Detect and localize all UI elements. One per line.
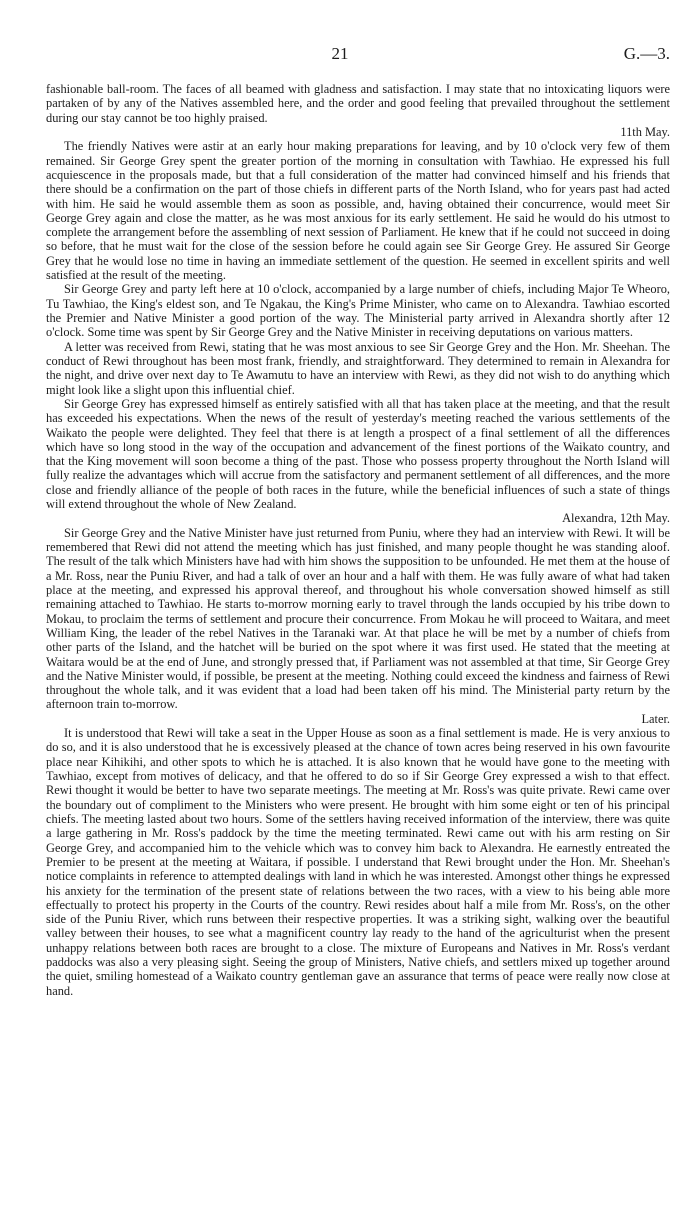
- dateline-11th-may: 11th May.: [620, 124, 670, 139]
- paragraph-puniu-interview: Sir George Grey and the Native Minister have just returned from Puniu, where they had an interview with Rewi. It will be remembered that Rewi did not attend the meeting which has just finished, and many people thought he was standing aloof. The result of the talk which Ministers have had with him shows the supposition to be unfounded. He met them at the house of a Mr. Ross, near the Puniu River, and had a talk of over an hour and a half with them. He was fully aware of what had taken place at the meeting, and expressed his approval thereof, and throughout his whole conversation showed himself as still remaining attached to Tawhiao. He starts to-morrow morning early to travel through the lands occupied by his tribe down to Mokau, to proclaim the terms of settlement and procure their concurrence. From Mokau he will proceed to Waitara, and meet William King, the leader of the rebel Natives in the Taranaki war. At that place he will be met by a number of chiefs from other parts of the Island, and the hatchet will be buried on the spot where it was first used. He stated that the meeting at Waitara would be at the end of June, and strongly pressed that, if Parliament was not assembled at that time, Sir George Grey and the Native Minister would, if possible, be present at the meeting. Nothing could exceed the kindness and fairness of Rewi throughout the whole talk, and it was evident that a load had been taken off his mind. The Ministerial party return by the afternoon train to-morrow.: [46, 525, 670, 712]
- page-header: [0, 44, 700, 68]
- paragraph-party-left: Sir George Grey and party left here at 10 o'clock, accompanied by a large number of chiefs, including Major Te Wheoro, Tu Tawhiao, the King's eldest son, and Te Ngakau, the King's Prime Minister, who came on to Alexandra. Tawhiao escorted the Premier and Native Minister a good portion of the way. The Ministerial party arrived in Alexandra shortly after 12 o'clock. Some time was spent by Sir George Grey and the Native Minister in receiving deputations on various matters.: [46, 282, 670, 340]
- dateline-alexandra-12th-may: Alexandra, 12th May.: [562, 511, 670, 526]
- dateline-later: Later.: [641, 711, 670, 726]
- page-number: 21: [331, 44, 349, 63]
- paragraph-ball-room: fashionable ball-room. The faces of all beamed with gladness and satisfaction. I may state that no intoxicating liquors were partaken of by any of the Natives assembled here, and the order and good feeling that prevailed throughout the settlement during our stay cannot be too highly praised.: [46, 82, 670, 125]
- paragraph-letter-from-rewi: A letter was received from Rewi, stating that he was most anxious to see Sir George Grey and the Hon. Mr. Sheehan. The conduct of Rewi throughout has been most frank, friendly, and straightforward. They determined to remain in Alexandra for the night, and drive over next day to Te Awamutu to have an interview with Rewi, as they did not wish to do anything which might look like a slight upon this influential chief.: [46, 339, 670, 397]
- paragraph-grey-satisfied: Sir George Grey has expressed himself as entirely satisfied with all that has taken place at the meeting, and that the result has exceeded his expectations. When the news of the result of yesterday's meeting reached the various settlements of the Waikato the people were delighted. They feel that there is at length a prospect of a final settlement of all the differences which have so long stood in the way of the occupation and advancement of the finest portions of the Waikato country, and that the King movement will soon become a thing of the past. Those who possess property throughout the North Island will fully realize the advantages which will accrue from the satisfactory and permanent settlement of all differences, and the more close and friendly alliance of the people of both races in the future, while the beneficial influences of such a state of things will extend throughout the whole of New Zealand.: [46, 396, 670, 512]
- paragraph-upper-house: It is understood that Rewi will take a seat in the Upper House as soon as a final settlement is made. He is very anxious to do so, and it is also understood that he is excessively pleased at the chance of town acres being reserved in his own favourite place near Kihikihi, and other spots to which he is attached. It is also known that he would have gone to the meeting with Tawhiao, except from motives of delicacy, and that he offered to do so if Sir George Grey expressed a wish to that effect. Rewi thought it would be better to have two separate meetings. The meeting at Mr. Ross's was quite private. Rewi came over the boundary out of compliment to the Ministers who were present. He brought with him some eight or ten of his principal chiefs. The meeting lasted about two hours. Some of the settlers having received information of the interview, there was quite a large gathering in Mr. Ross's paddock by the time the meeting terminated. Rewi came out with his arm resting on Sir George Grey, and accompanied him to the vehicle which was to convey him back to Alexandra. He earnestly entreated the Premier to be present at the meeting at Waitara, if possible. I understand that Rewi brought under the Hon. Mr. Sheehan's notice complaints in reference to attempted dealings with land in which he was interested. Amongst other things he expressed his anxiety for the termination of the present state of relations between the two races, with a view to his being able more effectually to protect his property in the Courts of the country. Rewi resides about half a mile from Mr. Ross's, on the other side of the Puniu River, which runs between their respective properties. It was a striking sight, walking over the beautiful valley between their houses, to see what a magnificent country lay ready to the hand of the agriculturist when the present unhappy relations between both races are brought to a close. The mixture of Europeans and Natives in Mr. Ross's verdant paddocks was also a very pleasing sight. Seeing the group of Ministers, Native chiefs, and settlers mixed up together around the quiet, smiling homestead of a Waikato country gentleman gave an assurance that terms of peace were really now close at hand.: [46, 726, 670, 998]
- paragraph-friendly-natives: The friendly Natives were astir at an early hour making preparations for leaving, and by 10 o'clock very few of them remained. Sir George Grey spent the greater portion of the morning in consultation with Tawhiao. He expressed his full acquiescence in the proposals made, but that a full consideration of the matter had convinced himself and his friends that there should be a confirmation on the part of those chiefs in different parts of the North Island, who for years past had acted with him. He said he would assemble them as soon as possible, and, having obtained their concurrence, would meet Sir George Grey again and close the matter, as he was most anxious for its early settlement. He said he would do his utmost to complete the arrangement before the assembling of next session of Parliament. He knew that if he could not succeed in doing so before, that he must wait for the close of the session before he could again see Sir George Grey. He assured Sir George Grey that he would lose no time in having an immediate settlement of the question. He seemed in excellent spirits and well satisfied at the result of the meeting.: [46, 139, 670, 283]
- document-reference: G.—3.: [623, 44, 670, 63]
- body-text: [46, 82, 670, 998]
